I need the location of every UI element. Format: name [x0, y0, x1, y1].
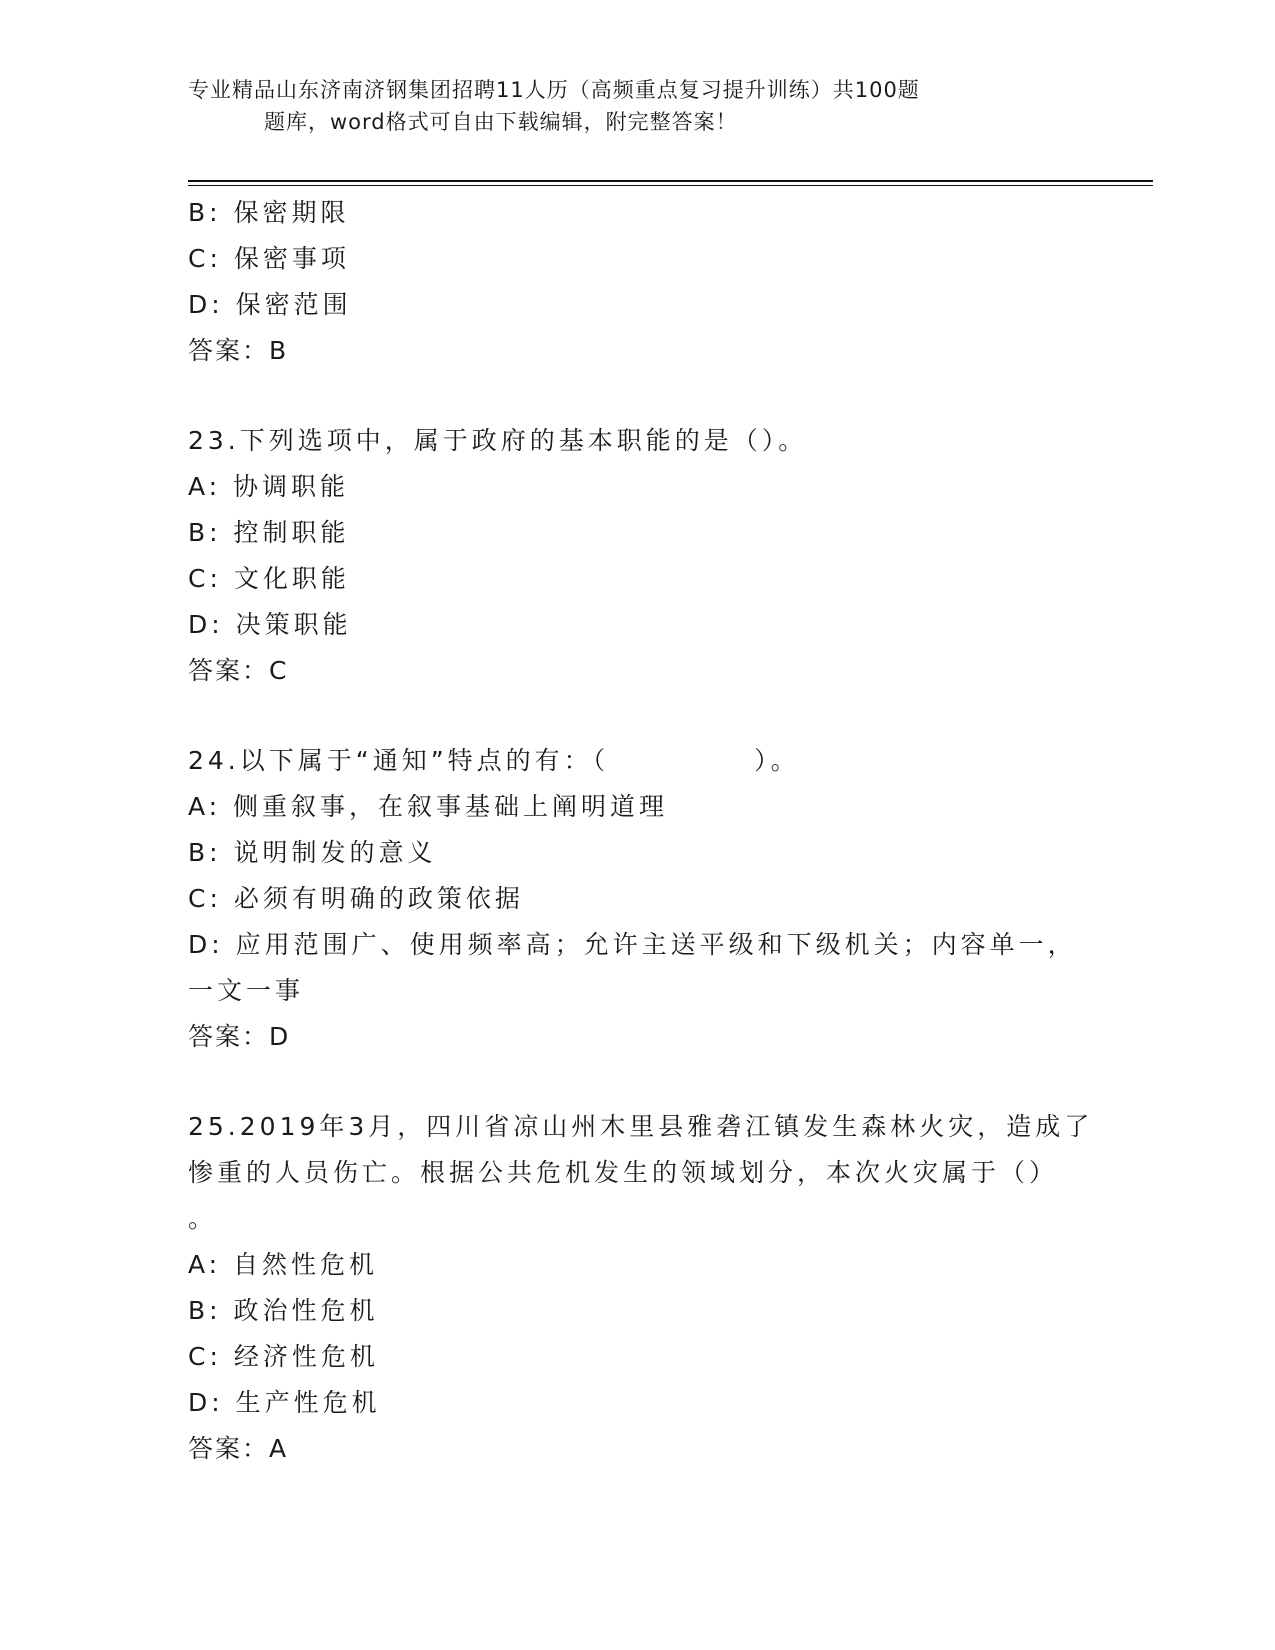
q25-option-c: C: 经济性危机	[188, 1342, 379, 1371]
document-header	[188, 74, 1088, 138]
q25-question-line2: 惨重的人员伤亡。根据公共危机发生的领域划分，本次火灾属于（）	[188, 1158, 1059, 1187]
question-23	[188, 418, 1088, 694]
q25-question-line3: 。	[188, 1204, 218, 1233]
spacer	[188, 1060, 1088, 1104]
question-24	[188, 738, 1088, 1060]
spacer	[188, 694, 1088, 738]
question-content	[188, 190, 1094, 1472]
q25-question-line1: 25.2019年3月，四川省凉山州木里县雅砻江镇发生森林火灾，造成了	[188, 1112, 1094, 1141]
q22-option-b: B: 保密期限	[188, 198, 350, 227]
q23-answer: 答案：C	[188, 656, 289, 685]
q23-option-b: B: 控制职能	[188, 518, 350, 547]
q24-answer: 答案：D	[188, 1022, 291, 1051]
q24-option-b: B: 说明制发的意义	[188, 838, 437, 867]
header-title-line2: 题库，word格式可自由下载编辑，附完整答案！	[264, 110, 738, 134]
q25-answer: 答案：A	[188, 1434, 289, 1463]
q24-question-text: 24.以下属于“通知”特点的有：（ ）。	[188, 746, 800, 775]
question-22	[188, 190, 1088, 374]
q25-option-a: A: 自然性危机	[188, 1250, 379, 1279]
q24-option-a: A: 侧重叙事，在叙事基础上阐明道理	[188, 792, 669, 821]
header-rule-thick	[188, 180, 1153, 182]
header-title-line1: 专业精品山东济南济钢集团招聘11人历（高频重点复习提升训练）共100题	[188, 78, 920, 102]
q25-option-d: D: 生产性危机	[188, 1388, 381, 1417]
question-25	[188, 1104, 1094, 1472]
q24-option-c: C: 必须有明确的政策依据	[188, 884, 524, 913]
q23-option-d: D: 决策职能	[188, 610, 352, 639]
q22-option-c: C: 保密事项	[188, 244, 350, 273]
q24-option-d-line2: 一文一事	[188, 976, 305, 1005]
q22-answer: 答案：B	[188, 336, 289, 365]
q24-option-d-line1: D: 应用范围广、使用频率高；允许主送平级和下级机关；内容单一，	[188, 930, 1077, 959]
q22-option-d: D: 保密范围	[188, 290, 352, 319]
q25-option-b: B: 政治性危机	[188, 1296, 379, 1325]
q23-question-text: 23.下列选项中，属于政府的基本职能的是（）。	[188, 426, 808, 455]
spacer	[188, 374, 1088, 418]
q23-option-a: A: 协调职能	[188, 472, 350, 501]
q23-option-c: C: 文化职能	[188, 564, 350, 593]
header-rule-thin	[188, 185, 1153, 186]
